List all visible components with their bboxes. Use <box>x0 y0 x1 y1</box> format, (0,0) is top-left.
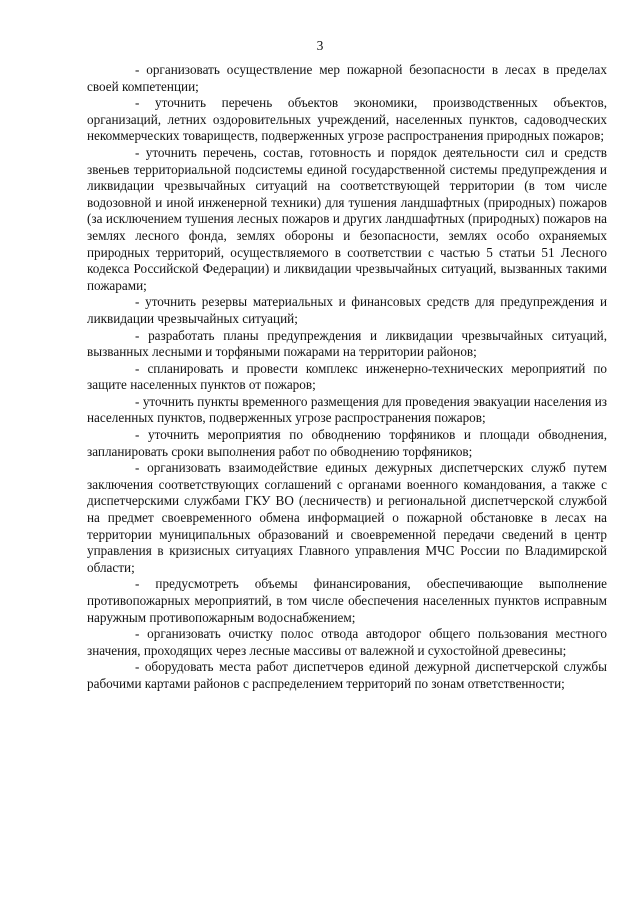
paragraph-fire-safety-measures: - организовать осуществление мер пожарной безопасности в лесах в пределах своей компетенции; <box>87 62 607 94</box>
paragraph-financing: - предусмотреть объемы финансирования, обеспечивающие выполнение противопожарных мероприятий, в том числе обеспечения населенных пунктов исправным наружным противопожарным водоснабжением; <box>87 576 607 625</box>
paragraph-peat-watering: - уточнить мероприятия по обводнению торфяников и площади обводнения, запланировать сроки выполнения работ по обводнению торфяников; <box>87 427 607 459</box>
paragraph-evacuation-points: - уточнить пункты временного размещения для проведения эвакуации населения из населенных пунктов, подверженных угрозе распространения пожаров; <box>87 393 607 426</box>
paragraph-dispatcher-maps: - оборудовать места работ диспетчеров единой дежурной диспетчерской службы рабочими картами районов с распределением территорий по зонам ответственности; <box>87 659 607 691</box>
document-body <box>87 62 607 693</box>
paragraph-dispatch-interaction: - организовать взаимодействие единых дежурных диспетчерских служб путем заключения соответствующих соглашений с органами военного командования, а также с диспетчерскими службами ГКУ ВО (лесничеств) и региональной диспетчерской службой на предмет своевременного обмена информацией о пожарной обстановке в лесах на территории муниципальных образований и своевременной передачи сведений в центр управления в кризисных ситуациях Главного управления МЧС России по Владимирской области; <box>87 460 607 575</box>
paragraph-objects-at-risk: - уточнить перечень объектов экономики, производственных объектов, организаций, летних оздоровительных учреждений, населенных пунктов, садоводческих некоммерческих товариществ, подверженных угрозе распространения природных пожаров; <box>87 95 607 144</box>
paragraph-forces-and-means: - уточнить перечень, состав, готовность и порядок деятельности сил и средств звеньев территориальной подсистемы единой государственной системы предупреждения и ликвидации чрезвычайных ситуаций на соответствующей территории (в том числе водозовной и иной инженерной техники) для тушения ландшафтных (природных) пожаров (за исключением тушения лесных пожаров и других ландшафтных (природных) пожаров на землях лесного фонда, землях обороны и безопасности, землях особо охраняемых природных территорий, осуществляемого в соответствии с частью 5 статьи 51 Лесного кодекса Российской Федерации) и ликвидации чрезвычайных ситуаций, вызванных такими пожарами; <box>87 144 607 293</box>
page-number: 3 <box>316 38 324 53</box>
paragraph-material-reserves: - уточнить резервы материальных и финансовых средств для предупреждения и ликвидации чрезвычайных ситуаций; <box>87 294 607 326</box>
paragraph-road-clearing: - организовать очистку полос отвода автодорог общего пользования местного значения, проходящих через лесные массивы от валежной и сухостойной древесины; <box>87 626 607 658</box>
paragraph-engineering-measures: - спланировать и провести комплекс инженерно-технических мероприятий по защите населенных пунктов от пожаров; <box>87 360 607 393</box>
paragraph-emergency-plans: - разработать планы предупреждения и ликвидации чрезвычайных ситуаций, вызванных лесными и торфяными пожарами на территории районов; <box>87 327 607 360</box>
